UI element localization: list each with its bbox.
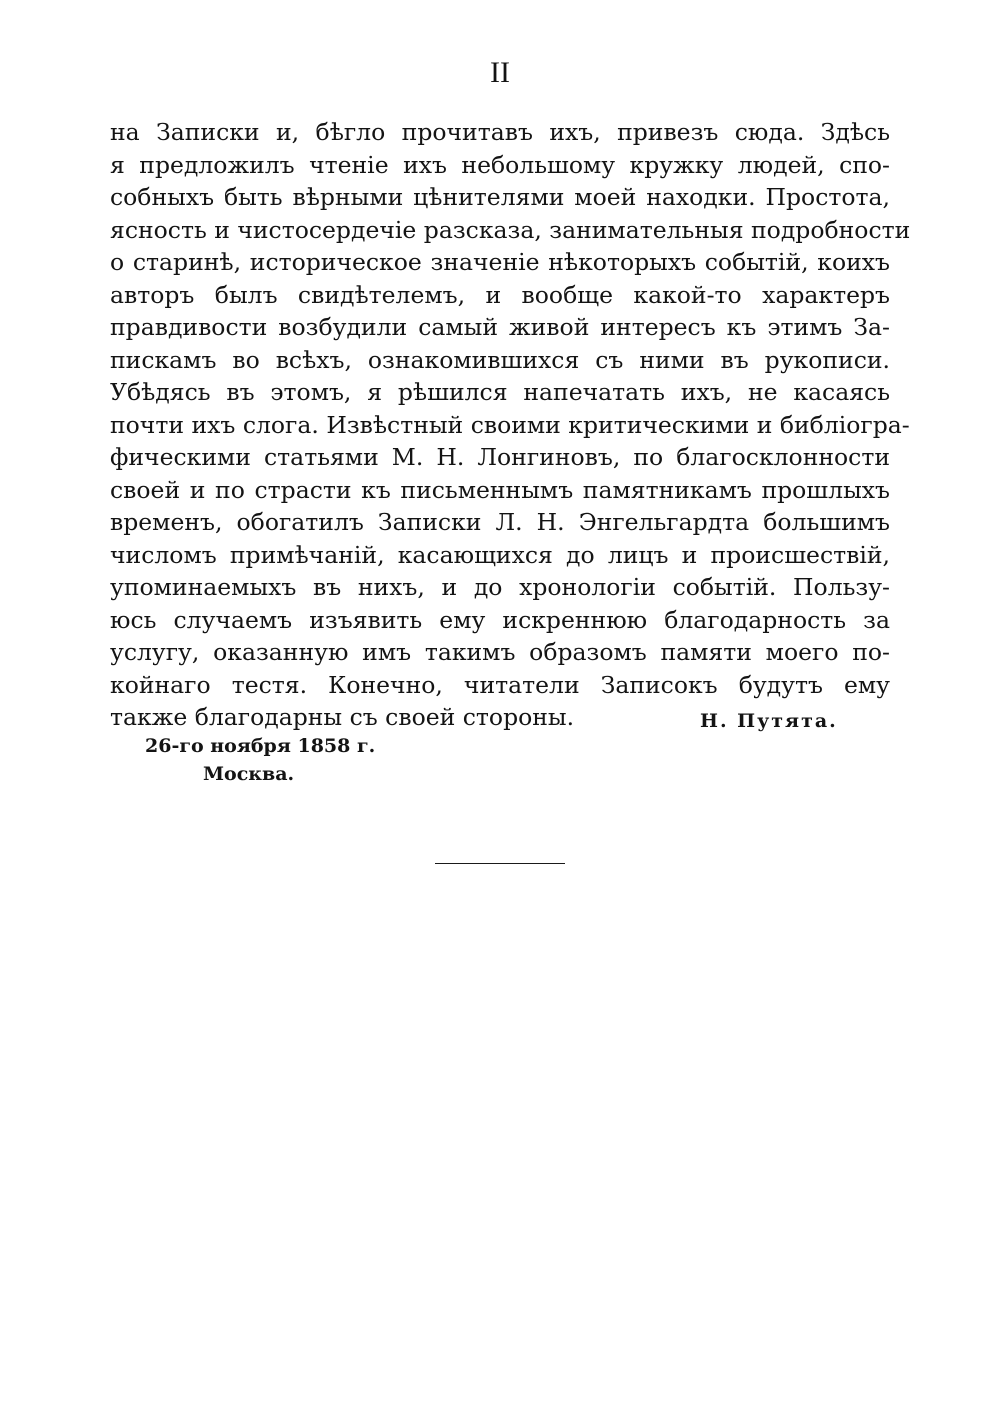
end-divider bbox=[435, 863, 565, 864]
text-line: упоминаемыхъ въ нихъ, и до хронологіи событій. Пользу- bbox=[110, 573, 890, 601]
text-line: услугу, оказанную имъ такимъ образомъ памяти моего по- bbox=[110, 638, 890, 666]
text-line: я предложилъ чтеніе ихъ небольшому кружку людей, спо- bbox=[110, 150, 890, 179]
text-line: на Записки и, бѣгло прочитавъ ихъ, привезъ сюда. Здѣсь bbox=[110, 118, 890, 146]
text-line: о старинѣ, историческое значеніе нѣкоторыхъ событій, коихъ bbox=[110, 248, 890, 276]
text-line: своей и по страсти къ письменнымъ памятникамъ прошлыхъ bbox=[110, 475, 890, 504]
text-line: пискамъ во всѣхъ, ознакомившихся съ ними въ рукописи. bbox=[110, 345, 890, 374]
text-line-last: также благодарны съ своей стороны. bbox=[110, 703, 575, 731]
text-line: правдивости возбудили самый живой интересъ къ этимъ За- bbox=[110, 313, 890, 341]
text-line: авторъ былъ свидѣтелемъ, и вообще какой-то характеръ bbox=[110, 280, 890, 309]
text-line: Убѣдясь въ этомъ, я рѣшился напечатать ихъ, не касаясь bbox=[110, 378, 890, 406]
page-number: II bbox=[490, 56, 510, 89]
text-line: собныхъ быть вѣрными цѣнителями моей находки. Простота, bbox=[110, 183, 890, 211]
date-line: 26-го ноября 1858 г. bbox=[145, 735, 376, 757]
text-line: фическими статьями М. Н. Лонгиновъ, по благосклонности bbox=[110, 443, 890, 471]
body-text bbox=[110, 116, 911, 734]
text-line: ясность и чистосердечіе разсказа, занимательныя подробности bbox=[110, 215, 911, 244]
text-line: числомъ примѣчаній, касающихся до лицъ и происшествій, bbox=[110, 540, 890, 569]
signature: Н. Путята. bbox=[700, 710, 838, 732]
text-line: временъ, обогатилъ Записки Л. Н. Энгельгардта большимъ bbox=[110, 508, 890, 536]
place-line: Москва. bbox=[203, 763, 295, 785]
text-line: юсь случаемъ изъявить ему искреннюю благодарность за bbox=[110, 605, 890, 634]
text-line: койнаго тестя. Конечно, читатели Записокъ будутъ ему bbox=[110, 670, 890, 699]
text-line: почти ихъ слога. Извѣстный своими критическими и библіогра- bbox=[110, 410, 910, 439]
